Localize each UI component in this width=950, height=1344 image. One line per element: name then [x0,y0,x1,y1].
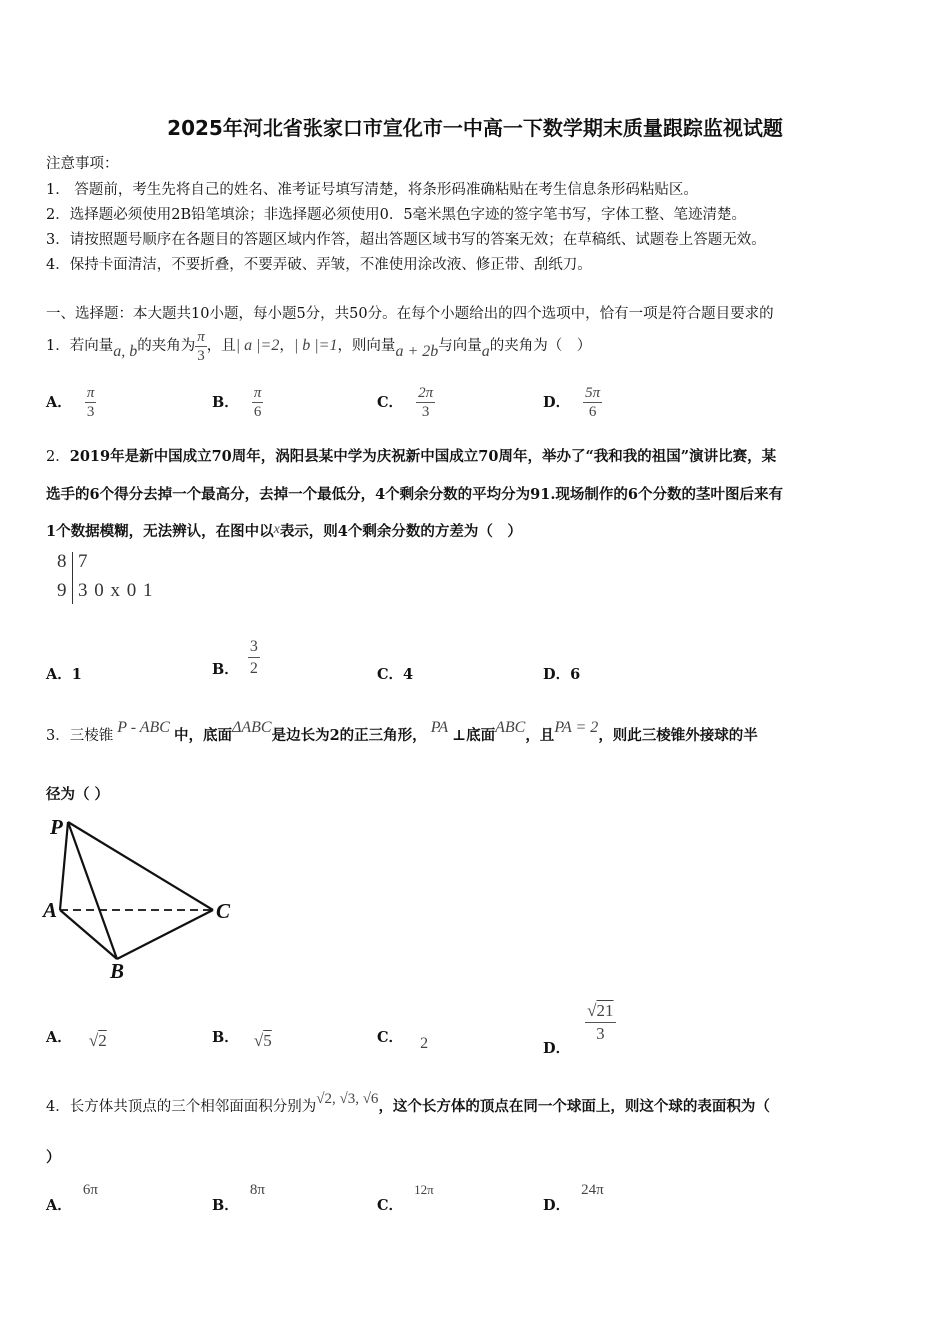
q3-option-b[interactable] [212,1026,272,1050]
q2-text: 2019年是新中国成立70周年，涡阳县某中学为庆祝新中国成立70周年，举办了“我和我的祖国”演讲比赛，某 [69,448,777,465]
q1-text: ， [279,338,294,354]
q3-option-d[interactable] [543,1000,616,1057]
notice-item-2: 2．选择题必须使用2B铅笔填涂；非选择题必须使用0．5毫米黑色字迹的签字笔书写，字体工整、笔迹清楚。 [46,207,747,223]
option-value: 2 [420,1035,429,1052]
option-label: D． [543,1040,571,1057]
option-fraction: $\frac{5\pi}{6}$ [585,385,601,420]
option-label: B． [212,661,239,678]
option-value: 12π [414,1182,434,1197]
stem-divider [72,552,73,604]
q2-number: 2． [46,449,70,465]
question-4 [46,1090,770,1124]
q1-option-d[interactable] [543,384,602,421]
option-label: B． [212,394,239,411]
q1-text: ，且 [206,338,236,354]
q1-text: 的夹角为（ ） [489,338,592,354]
q1-vec-sum: a + 2b [395,343,439,360]
notice-item-4: 4．保持卡面清洁，不要折叠，不要弄破、弄皱，不准使用涂改液、修正带、刮纸刀。 [46,257,592,273]
notice-item-1: 1． 答题前，考生先将自己的姓名、准考证号填写清楚，将条形码准确粘贴在考生信息条形码粘贴区。 [46,182,698,198]
option-label: C． [377,394,404,411]
option-label: C． [377,1197,404,1214]
q3-pa-eq: PA = 2 [554,719,599,736]
q2-option-c[interactable]: C．4 [377,666,414,683]
label-b: B [110,959,125,983]
section-heading: 一、选择题：本大题共10小题，每小题5分，共50分。在每个小题给出的四个选项中，恰有一项是符合题目要求的 [46,306,774,322]
q4-areas: √2, √3, √6 [316,1091,379,1107]
label-a: A [43,898,58,922]
q3-text: 是边长为2的正三角形， [271,727,427,744]
q1-option-a[interactable] [46,384,96,421]
q2-option-d[interactable]: D．6 [543,666,581,683]
leaves-9: 3 0 x 0 1 [78,580,153,601]
q3-text: ⊥底面 [452,727,496,744]
pyramid-figure [40,812,240,987]
q1-mod-b: | b |=1 [293,337,338,354]
q1-text: 的夹角为 [137,338,196,354]
q3-line-2: 径为（ ） [46,786,110,803]
q2-option-b[interactable] [212,636,260,679]
option-label: D． [543,1197,571,1214]
q2-line-1 [46,445,776,466]
page-title: 2025年河北省张家口市宣化市一中高一下数学期末质量跟踪监视试题 [167,116,783,140]
option-fraction: $\frac{\pi}{3}$ [86,385,95,420]
option-label: A． [46,1029,72,1046]
q3-triangle: ΔABC [231,719,272,736]
label-p: P [50,815,63,839]
q3-option-a[interactable] [46,1026,107,1050]
option-label: A． [46,394,72,411]
q2-text: 1个数据模糊，无法辨认，在图中以 [46,523,274,540]
option-label: C． [377,1029,404,1046]
option-label: B． [212,1197,239,1214]
q3-text: ，则此三棱锥外接球的半 [598,727,758,744]
label-c: C [216,899,231,923]
option-fraction: $\frac{\pi}{6}$ [253,385,262,420]
q2-option-a[interactable]: A．1 [46,666,82,683]
q3-text: 中，底面 [173,727,232,744]
q4-option-d[interactable] [543,1178,604,1214]
q1-text: 与向量 [438,338,482,354]
q1-option-c[interactable] [377,384,435,421]
q2-x: x [273,522,280,537]
q2-line-3 [46,520,522,541]
q1-text: 1．若向量 [46,338,114,354]
option-label: D． [543,394,571,411]
q3-text: 3．三棱锥 [46,728,114,744]
q4-text: 4．长方体共顶点的三个相邻面面积分别为 [46,1099,317,1115]
question-3 [46,716,758,756]
leaves-8: 7 [78,551,88,572]
stem-8: 8 [57,551,67,572]
option-fraction: $\frac{√21}{3}$ [587,1001,614,1043]
q3-text: ，且 [525,727,555,744]
q1-option-b[interactable] [212,384,263,421]
q4-line-2: ） [46,1149,61,1166]
q4-option-c[interactable] [377,1178,434,1214]
stem-9: 9 [57,580,67,601]
edge-pc [68,822,213,910]
q1-mod-a: | a |=2 [235,337,280,354]
q2-line-2: 选手的6个得分去掉一个最高分，去掉一个最低分，4个剩余分数的平均分为91.现场制作的6个分数的茎叶图后来有 [46,486,783,503]
option-fraction: $\frac{3}{2}$ [249,638,258,677]
edge-bc [117,910,213,959]
q3-pa: PA [430,719,449,736]
q3-pyramid: P - ABC [117,719,170,736]
q3-abc: ABC [495,719,526,736]
q1-vec-a: a [481,343,490,360]
option-value: 6π [82,1182,98,1198]
option-sqrt: √2 [88,1031,107,1050]
option-value: 24π [581,1182,604,1198]
q4-text: ，这个长方体的顶点在同一个球面上，则这个球的表面积为（ [378,1098,770,1115]
option-sqrt: √5 [253,1031,272,1050]
notice-heading: 注意事项： [46,156,119,172]
q4-option-b[interactable] [212,1178,265,1214]
q1-vectors: a, b [113,343,138,360]
option-fraction: $\frac{2\pi}{3}$ [418,385,434,420]
option-label: A． [46,1197,72,1214]
option-label: B． [212,1029,239,1046]
option-value: 8π [249,1182,265,1198]
question-1 [46,326,591,366]
q1-text: ，则向量 [337,338,396,354]
q3-option-c[interactable] [377,1026,429,1052]
q1-angle: $\frac{\pi}{3}$ [197,328,205,364]
notice-item-3: 3．请按照题号顺序在各题目的答题区域内作答，超出答题区域书写的答案无效；在草稿纸、试题卷上答题无效。 [46,232,766,248]
q2-text: 表示，则4个剩余分数的方差为（ ） [279,523,522,540]
q4-option-a[interactable] [46,1178,98,1214]
